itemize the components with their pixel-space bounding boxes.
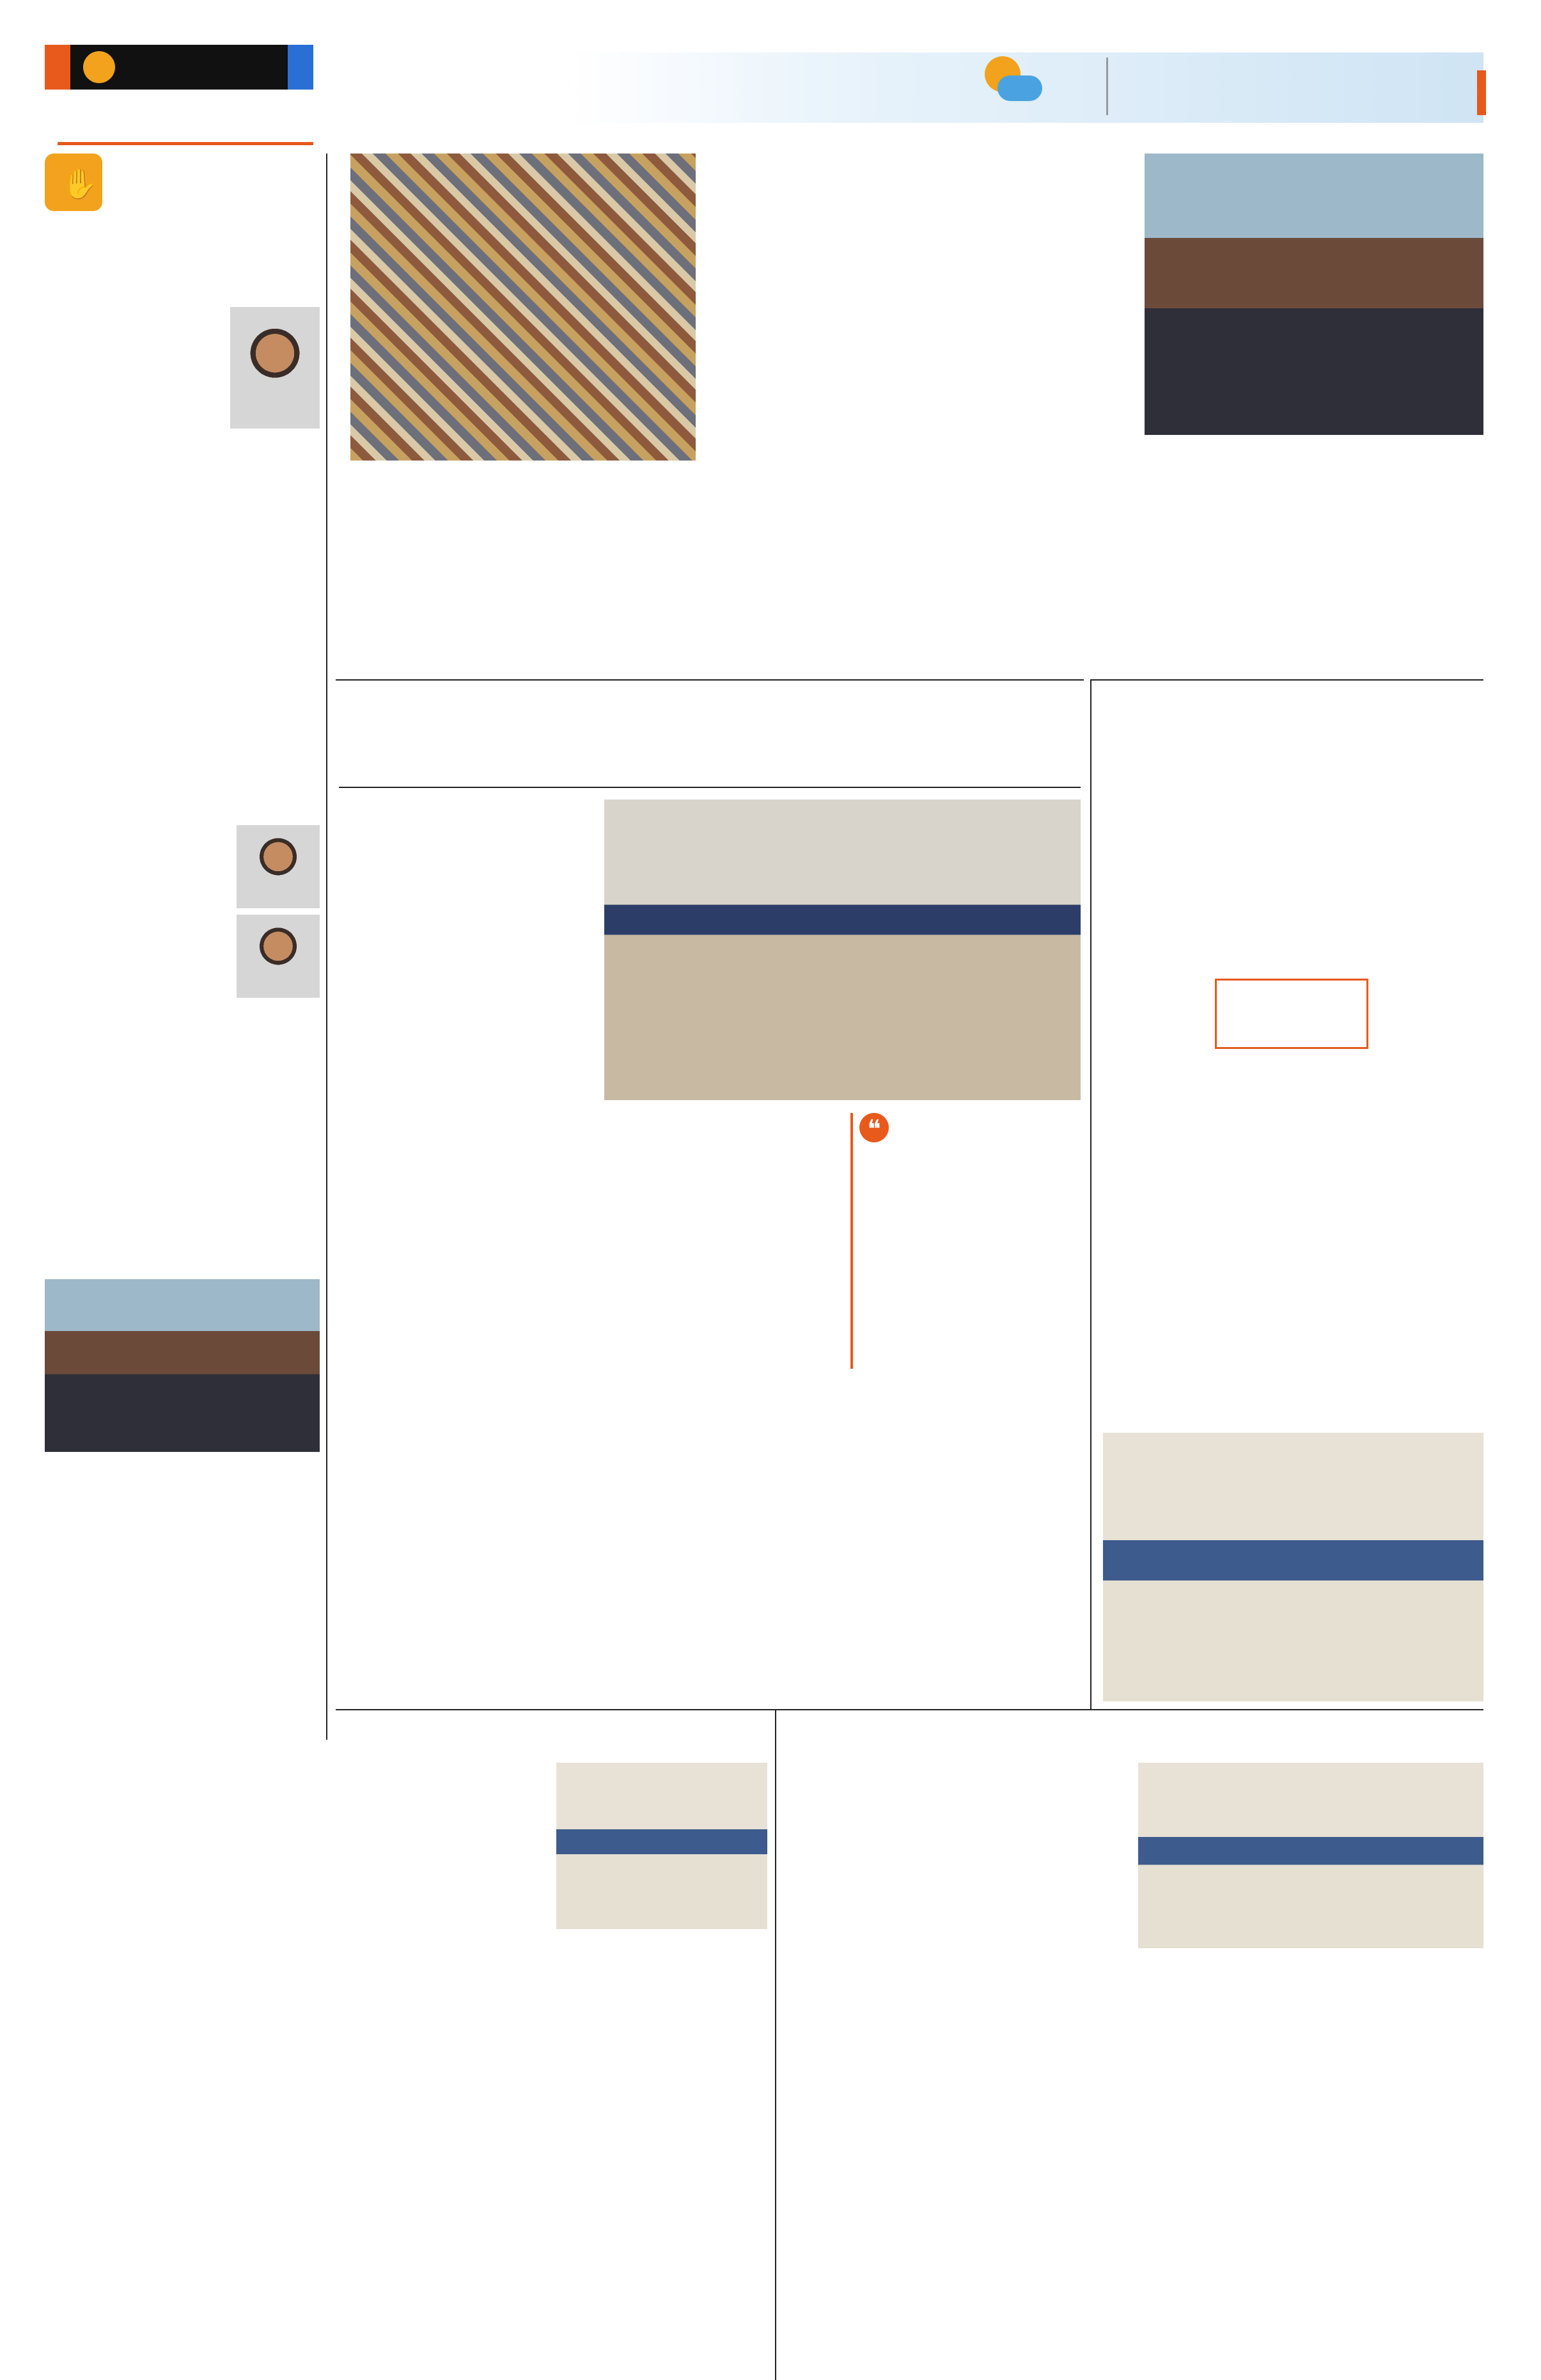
kiru-item-photo: [237, 825, 320, 908]
bijisi-body-left: [339, 1763, 544, 2380]
moola-body-right: [1298, 736, 1483, 1420]
section-rule: [336, 1709, 1483, 1710]
shikshana-body: [716, 196, 1119, 663]
bijisi-photo: [556, 1763, 767, 1929]
section-rule: [339, 787, 1081, 788]
kiru-item-photo: [230, 307, 320, 429]
niraani-body-left: [783, 1763, 1129, 2380]
procession-caption: [350, 473, 696, 665]
procession-photo: [350, 154, 696, 461]
sadhane-body-left: [339, 800, 595, 1689]
niraani-photo: [1138, 1763, 1483, 1948]
weather-icon: [972, 50, 1042, 107]
sadhane-body-mid: [604, 1113, 841, 1689]
phule-event-photo: [1145, 154, 1483, 435]
column-divider: [326, 154, 327, 1740]
section-rule: [1090, 679, 1483, 681]
kiru-suddi-column: [45, 154, 320, 2315]
sadhane-quote: [859, 1142, 1081, 1328]
kiru-item-body-cont: [45, 435, 320, 588]
sadhane-body-right: [850, 1379, 1081, 1689]
kiru-item-body: [45, 634, 320, 820]
kiru-item-title: [45, 230, 320, 294]
sadhane-quote-box: [850, 1113, 1081, 1369]
niraani-body-right: [1138, 1957, 1483, 2380]
kiru-item-body: [45, 1077, 320, 1231]
column-divider: [775, 1709, 776, 2380]
kiru-item-photo: [237, 915, 320, 998]
kiru-item-body: [45, 863, 230, 1036]
bijisi-body-right: [556, 1938, 767, 2380]
kiru-item-photo: [45, 1279, 320, 1452]
kiru-item-body: [45, 1458, 320, 1868]
section-rule: [336, 679, 1084, 681]
quote-icon: ❝: [859, 1113, 889, 1142]
hand-icon: ✋: [61, 166, 98, 201]
logo-block: [45, 40, 326, 148]
phule-event-caption: [1145, 444, 1483, 668]
moola-box-label: [1217, 981, 1366, 986]
masthead: [0, 0, 1541, 157]
column-divider: [1090, 679, 1091, 1709]
moola-body-left: [1103, 736, 1288, 1420]
sadhane-photo: [604, 800, 1081, 1100]
kiru-item-body: [45, 299, 224, 434]
logo-icon: [83, 51, 115, 83]
moola-label-box: [1215, 979, 1368, 1049]
kiru-suddi-badge: [45, 154, 237, 217]
moola-photo: [1103, 1433, 1483, 1701]
